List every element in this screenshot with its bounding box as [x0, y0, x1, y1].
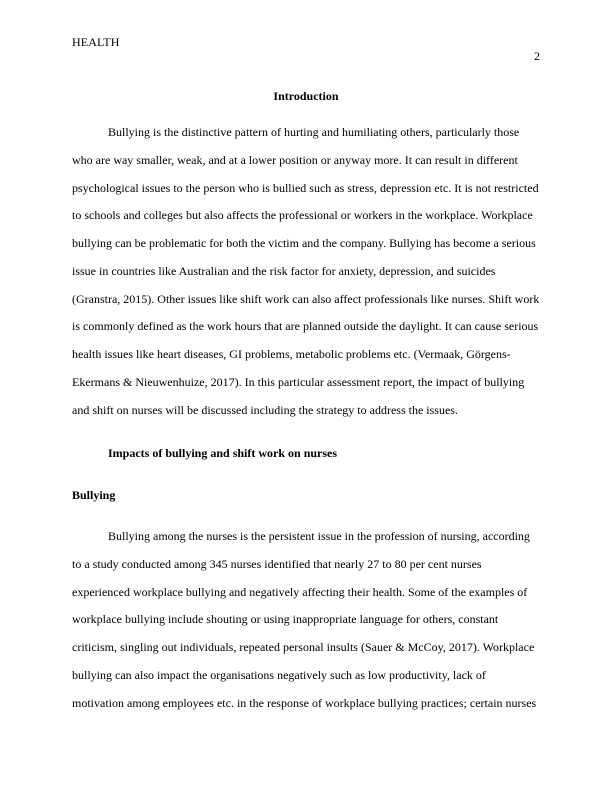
paragraph-line: health issues like heart diseases, GI problems, metabolic problems etc. (Vermaak, Görgens-: [72, 347, 511, 361]
paragraph-line: who are way smaller, weak, and at a lower position or anyway more. It can result in different: [72, 152, 518, 167]
introduction-heading: Introduction: [273, 89, 339, 103]
paragraph-line: to a study conducted among 345 nurses identified that nearly 27 to 80 per cent nurses: [72, 556, 482, 571]
introduction-paragraph: [72, 119, 540, 424]
paragraph-line: psychological issues to the person who is bullied such as stress, depression etc. It is not restricted: [72, 180, 539, 195]
paragraph-line: bullying can be problematic for both the victim and the company. Bullying has become a serious: [72, 236, 536, 250]
bullying-heading: Bullying: [72, 488, 116, 502]
paragraph-line: to schools and colleges but also affects the professional or workers in the workplace. Workplace: [72, 208, 533, 223]
page-number: 2: [534, 49, 540, 63]
paragraph-line: workplace bullying include shouting or using inappropriate language for others, constant: [72, 612, 499, 627]
paragraph-line: criticism, singling out individuals, repeated personal insults (Sauer & McCoy, 2017). Workplace: [72, 640, 535, 654]
paragraph-line: and shift on nurses will be discussed including the strategy to address the issues.: [72, 402, 458, 417]
impacts-heading: Impacts of bullying and shift work on nurses: [108, 446, 338, 460]
paragraph-line: motivation among employees etc. in the response of workplace bullying practices; certain nurses: [72, 695, 537, 710]
paragraph-line: is commonly defined as the work hours that are planned outside the daylight. It can cause serious: [72, 319, 539, 334]
paragraph-line: Ekermans & Nieuwenhuize, 2017). In this particular assessment report, the impact of bullying: [72, 374, 525, 389]
paragraph-line: bullying can also impact the organisations negatively such as low productivity, lack of: [72, 667, 486, 682]
paragraph-line: Bullying among the nurses is the persistent issue in the profession of nursing, according: [108, 529, 530, 543]
paragraph-line: Bullying is the distinctive pattern of hurting and humiliating others, particularly those: [108, 125, 520, 139]
paragraph-line: issue in countries like Australian and the risk factor for anxiety, depression, and suicides: [72, 263, 496, 278]
bullying-paragraph: [72, 523, 540, 717]
paragraph-line: experienced workplace bullying and negatively affecting their health. Some of the examples of: [72, 584, 528, 599]
paragraph-line: (Granstra, 2015). Other issues like shift work can also affect professionals like nurses. Shift work: [72, 291, 540, 306]
running-head: HEALTH: [72, 35, 120, 49]
